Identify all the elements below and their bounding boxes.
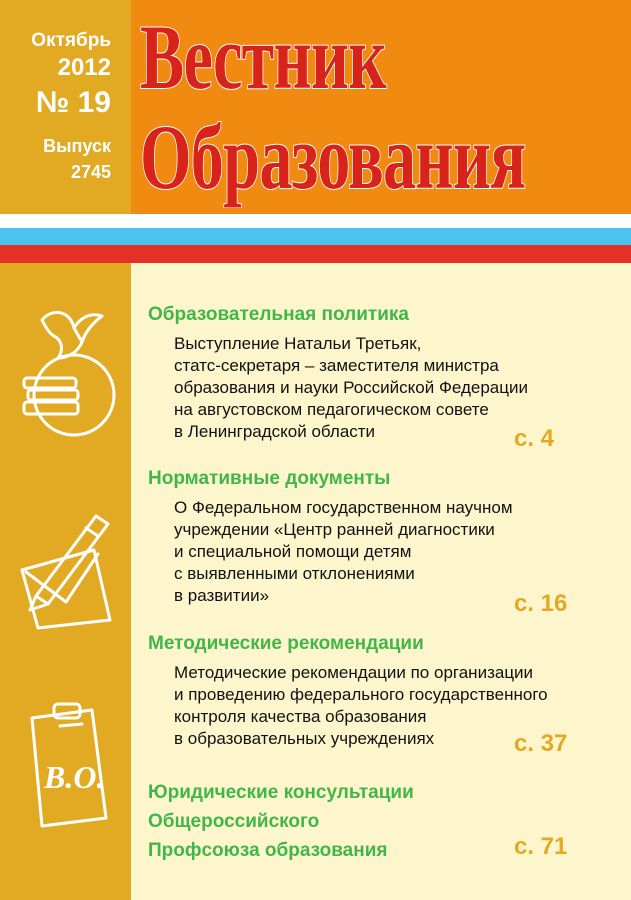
body-line: Методические рекомендации по организации — [174, 663, 534, 682]
body-line: контроля качества образования — [174, 707, 427, 726]
body-line: Выступление Натальи Третьяк, — [174, 334, 422, 353]
section-title-line: Профсоюза образования — [148, 840, 388, 861]
body-line: и специальной помощи детям — [174, 542, 412, 561]
page-number: с. 37 — [514, 730, 568, 757]
body-line: образования и науки Российской Федерации — [174, 378, 528, 397]
logo-text: В.О. — [44, 759, 105, 795]
masthead-title-line1: Вестник — [140, 6, 386, 108]
dove-books-globe-icon — [12, 300, 122, 445]
section-title: Образовательная политика — [148, 304, 409, 325]
body-line: в развитии» — [174, 586, 270, 605]
section-education-policy — [148, 303, 618, 443]
vypusk-number: 2745 — [70, 162, 111, 182]
section-title-line: Юридические консультации — [148, 782, 414, 803]
vypusk-label: Выпуск — [43, 136, 111, 156]
page-number: с. 16 — [514, 590, 568, 617]
section-title-line: Общероссийского — [148, 811, 320, 832]
issue-number: № 19 — [35, 86, 111, 119]
section-normative-documents — [148, 467, 618, 607]
body-line: с выявленными отклонениями — [174, 564, 415, 583]
page-number: с. 4 — [514, 425, 555, 452]
page-number: с. 71 — [514, 833, 568, 860]
issue-info — [0, 0, 131, 214]
flag-stripe-red — [0, 245, 631, 263]
clipboard-vo-icon — [20, 700, 112, 830]
section-title: Нормативные документы — [148, 468, 391, 489]
body-line: учреждении «Центр ранней диагностики — [174, 520, 495, 539]
body-line: в образовательных учреждениях — [174, 729, 435, 748]
body-line: в Ленинградской области — [174, 422, 376, 441]
masthead-title-line2: Образования — [140, 106, 526, 208]
flag-stripe-blue — [0, 228, 631, 245]
issue-month: Октябрь — [31, 30, 111, 51]
section-title: Методические рекомендации — [148, 633, 424, 654]
issue-year: 2012 — [57, 54, 111, 81]
body-line: О Федеральном государственном научном — [174, 498, 513, 517]
body-line: на августовском педагогическом совете — [174, 400, 489, 419]
flag-stripe-white — [0, 214, 631, 228]
body-line: статс-секретаря – заместителя министра — [174, 356, 499, 375]
body-line: и проведению федерального государственного — [174, 685, 548, 704]
pen-envelope-icon — [16, 510, 116, 630]
